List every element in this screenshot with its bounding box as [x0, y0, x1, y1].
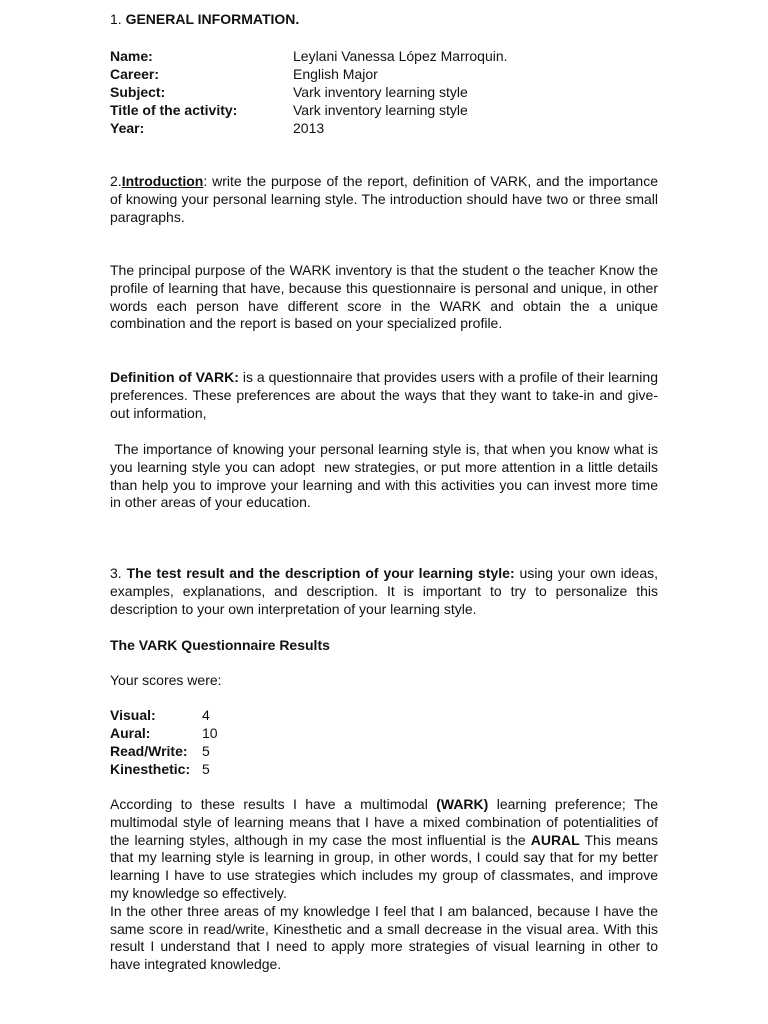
score-label: Visual: — [110, 707, 156, 723]
info-row-name — [110, 48, 658, 66]
section-2-title: Introduction — [121, 173, 204, 189]
info-value: Vark inventory learning style — [293, 102, 468, 118]
section-1-title: GENERAL INFORMATION. — [125, 11, 300, 27]
section-2-paragraph — [110, 173, 658, 226]
definition-paragraph — [110, 369, 658, 422]
analysis-paragraph-1: According to these results I have a multimodal (WARK) learning preference; The multimodal style of learning means that I have a mixed combination of potentialities of the learning styles, although in my case the most influential is the AURAL This means that my learning style is learning in group, in other words, I could say that for my better learning I have to use strategies which includes my group of classmates, and improve my knowledge so effectively. — [110, 796, 658, 901]
section-3-instructions: using your own ideas, examples, explanations, and description. It is important to try to personalize this description to your own interpretation of your learning style. — [110, 565, 659, 617]
score-label: Kinesthetic: — [110, 761, 191, 777]
section-3-number: 3. — [110, 565, 122, 581]
info-row-year — [110, 120, 658, 138]
info-value: Vark inventory learning style — [293, 84, 468, 100]
section-2-instructions: : write the purpose of the report, definition of VARK, and the importance of knowing your personal learning style. The introduction should have two or three small paragraphs. — [110, 173, 658, 225]
info-label: Name: — [110, 48, 153, 64]
score-value: 5 — [202, 761, 210, 777]
info-row-career — [110, 66, 658, 84]
definition-label: Definition of VARK: — [110, 369, 239, 385]
score-value: 5 — [202, 743, 210, 759]
intro-paragraph: The principal purpose of the WARK inventory is that the student o the teacher Know the profile of learning that have, because this questionnaire is personal and unique, in other words each person have different score in the WARK and obtain the a unique combination and the report is based on your specialized profile. — [110, 262, 658, 332]
score-label: Read/Write: — [110, 743, 188, 759]
section-3-paragraph — [110, 565, 658, 618]
section-3-title: The test result and the description of your learning style: — [126, 565, 515, 581]
score-label: Aural: — [110, 725, 151, 741]
info-label: Title of the activity: — [110, 102, 238, 118]
definition-text: is a questionnaire that provides users with a profile of their learning preferences. These preferences are about the ways that they want to take-in and give-out information, — [110, 369, 658, 421]
analysis-aural-bold: AURAL — [530, 831, 580, 848]
analysis-section — [110, 796, 658, 974]
importance-paragraph: The importance of knowing your personal learning style is, that when you know what is you learning style you can adopt new strategies, or put more attention in a little details than help you to improve your learning and with this activities you can invest more time in other areas of your education. — [110, 441, 662, 511]
section-2-number: 2. — [110, 173, 122, 189]
results-heading: The VARK Questionnaire Results — [110, 637, 330, 653]
analysis-paragraph-2: In the other three areas of my knowledge I feel that I am balanced, because I have the same score in read/write, Kinesthetic and a small decrease in the visual area. With this result I understand that I need to apply more strategies of visual learning in other to have integrated knowledge. — [110, 902, 658, 973]
info-value: 2013 — [293, 120, 325, 136]
score-value: 4 — [202, 707, 210, 723]
info-label: Year: — [110, 120, 145, 136]
scores-intro: Your scores were: — [110, 672, 222, 688]
info-row-title — [110, 102, 658, 120]
info-label: Career: — [110, 66, 160, 82]
section-1-heading — [110, 11, 658, 29]
info-row-subject — [110, 84, 658, 102]
score-value: 10 — [202, 725, 218, 741]
info-label: Subject: — [110, 84, 166, 100]
info-value: English Major — [293, 66, 378, 82]
info-value: Leylani Vanessa López Marroquin. — [293, 48, 508, 64]
analysis-wark-bold: (WARK) — [436, 796, 489, 812]
section-1-number: 1. — [110, 11, 122, 27]
